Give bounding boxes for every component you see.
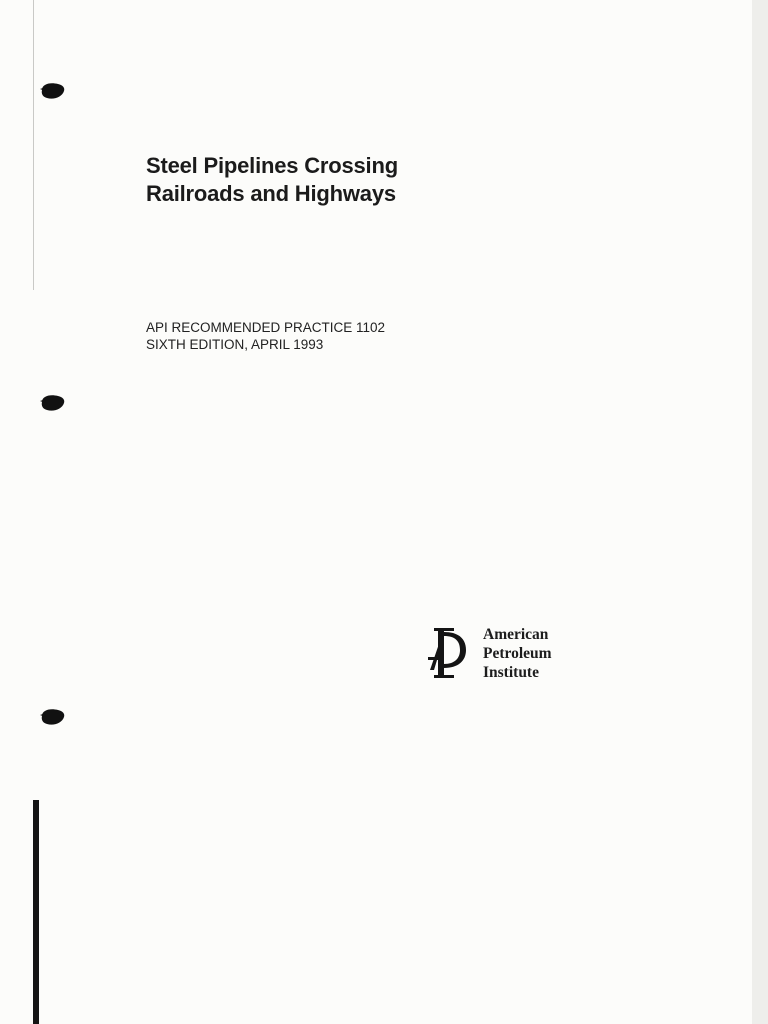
title-line: Railroads and Highways: [146, 181, 396, 206]
right-margin-strip: [752, 0, 768, 1024]
punch-hole-icon: [38, 392, 66, 414]
publisher-name-line: American: [483, 626, 549, 643]
document-title: [146, 152, 398, 208]
api-monogram-icon: [426, 626, 470, 680]
binding-edge-bar: [33, 800, 39, 1024]
punch-hole-icon: [38, 706, 66, 728]
publisher-name-line: Institute: [483, 664, 539, 681]
subtitle-line: API RECOMMENDED PRACTICE 1102: [146, 320, 386, 335]
publisher-name: [483, 625, 552, 682]
title-line: Steel Pipelines Crossing: [146, 153, 398, 178]
publisher-block: [426, 624, 626, 684]
punch-hole-icon: [38, 80, 66, 102]
document-subtitle: [146, 319, 385, 353]
publisher-name-line: Petroleum: [483, 645, 552, 662]
scan-edge-line: [33, 0, 34, 290]
subtitle-line: SIXTH EDITION, APRIL 1993: [146, 337, 324, 352]
